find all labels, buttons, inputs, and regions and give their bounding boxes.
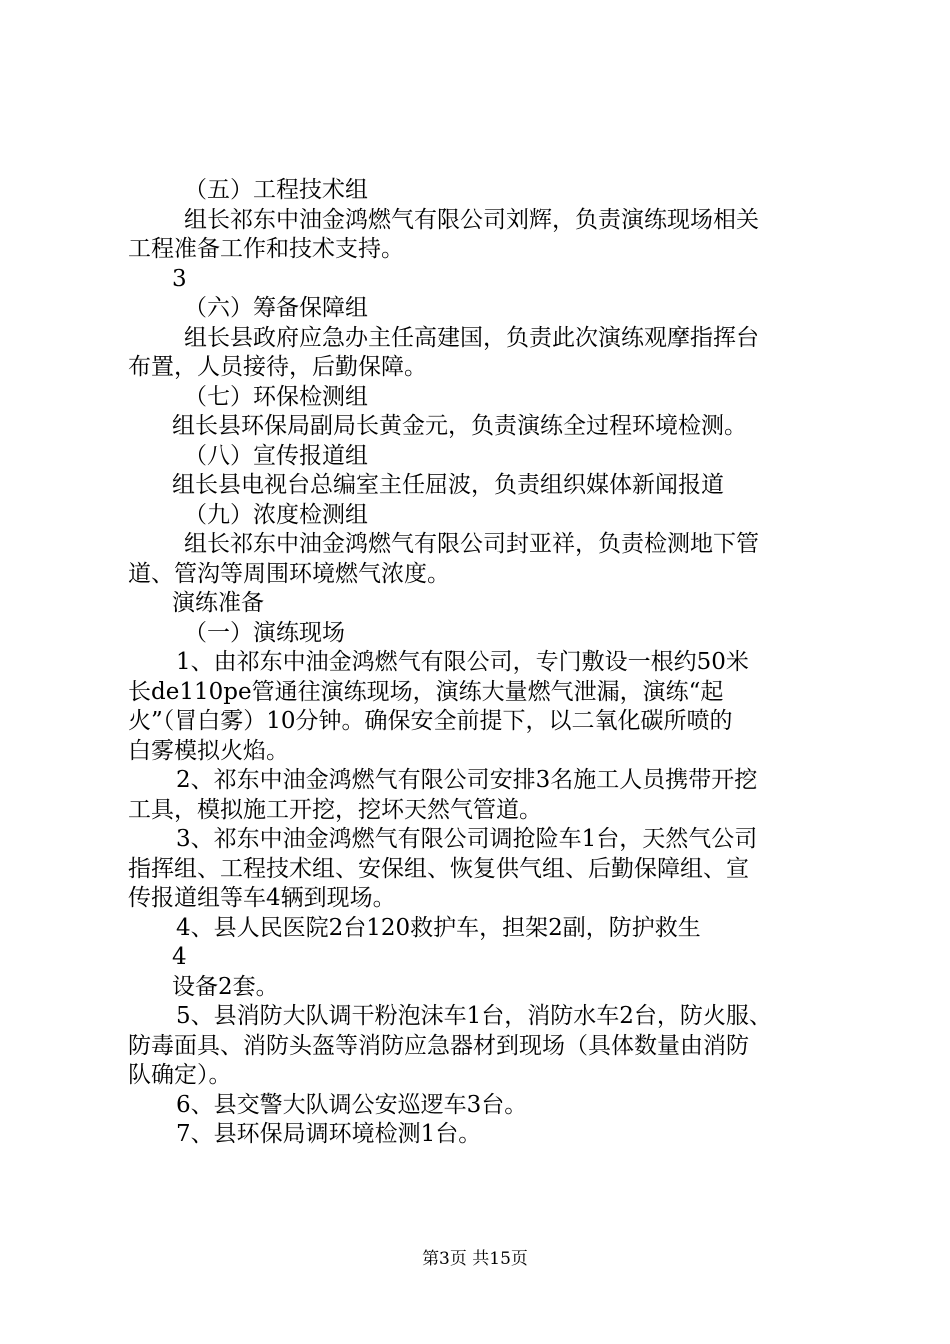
text-line: （八）宣传报道组 <box>184 442 368 469</box>
text-line: 设备2套。 <box>172 973 279 1000</box>
text-line: 4 <box>172 944 187 970</box>
text-line: 组长县政府应急办主任高建国，负责此次演练观摩指挥台 <box>184 324 759 351</box>
text-line: 工程准备工作和技术支持。 <box>128 236 404 262</box>
text-line: （六）筹备保障组 <box>184 295 368 321</box>
text-line: 7、县环保局调环境检测1台。 <box>176 1121 482 1147</box>
text-line: （五）工程技术组 <box>184 177 368 203</box>
text-line: 传报道组等车4辆到现场。 <box>128 885 396 911</box>
text-line: 指挥组、工程技术组、安保组、恢复供气组、后勤保障组、宣 <box>128 855 749 882</box>
text-line: 2、祁东中油金鸿燃气有限公司安排3名施工人员携带开挖 <box>176 767 758 793</box>
text-line: 工具，模拟施工开挖，挖坏天然气管道。 <box>128 796 542 823</box>
text-line: 演练准备 <box>172 590 264 616</box>
text-line: 队确定）。 <box>128 1062 232 1088</box>
text-line: （七）环保检测组 <box>184 383 368 410</box>
text-line: 3 <box>172 265 187 292</box>
text-line: 1、由祁东中油金鸿燃气有限公司，专门敷设一根约50米 <box>176 649 749 675</box>
text-line: 5、县消防大队调干粉泡沫车1台，消防水车2台，防火服、 <box>176 1003 772 1029</box>
text-line: 道、管沟等周围环境燃气浓度。 <box>128 560 450 587</box>
document-body <box>128 176 844 1150</box>
text-line: 防毒面具、消防头盔等消防应急器材到现场（具体数量由消防 <box>128 1032 749 1059</box>
text-line: （九）浓度检测组 <box>184 501 368 528</box>
text-line: 4、县人民医院2台120救护车，担架2副，防护救生 <box>176 914 701 941</box>
text-line: 长de110pe管通往演练现场，演练大量燃气泄漏，演练“起 <box>128 678 724 705</box>
text-line: 3、祁东中油金鸿燃气有限公司调抢险车1台，天然气公司 <box>176 826 758 852</box>
text-line: 组长县电视台总编室主任屈波，负责组织媒体新闻报道 <box>172 472 724 498</box>
text-line: 火”（冒白雾）10分钟。确保安全前提下，以二氧化碳所喷的 <box>128 708 733 734</box>
text-line: 组长祁东中油金鸿燃气有限公司刘辉，负责演练现场相关 <box>184 206 759 233</box>
text-line: 布置，人员接待，后勤保障。 <box>128 354 427 380</box>
text-line: （一）演练现场 <box>184 619 345 646</box>
text-line: 组长县环保局副局长黄金元，负责演练全过程环境检测。 <box>172 413 747 439</box>
page-footer: 第3页 共15页 <box>422 1249 528 1269</box>
text-line: 白雾模拟火焰。 <box>128 737 289 764</box>
text-line: 6、县交警大队调公安巡逻车3台。 <box>176 1091 528 1118</box>
text-line: 组长祁东中油金鸿燃气有限公司封亚祥，负责检测地下管 <box>184 531 759 557</box>
